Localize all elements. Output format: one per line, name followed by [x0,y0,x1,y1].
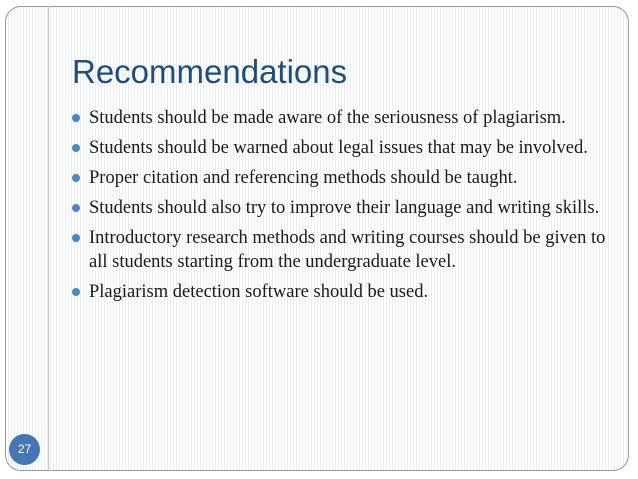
bullet-dot-icon [72,204,80,212]
bullet-dot-icon [72,114,80,122]
bullet-item [72,106,612,130]
bullet-dot-icon [72,174,80,182]
bullet-text: Proper citation and referencing methods should be taught. [89,168,518,188]
page-number-badge: 27 [9,434,40,465]
bullet-dot-icon [72,234,80,242]
bullet-item [72,136,612,160]
bullet-list [72,106,612,310]
bullet-text: Students should be made aware of the seriousness of plagiarism. [89,108,566,128]
bullet-item [72,280,612,304]
bullet-dot-icon [72,144,80,152]
bullet-item [72,196,612,220]
bullet-dot-icon [72,288,80,296]
left-margin-rule [48,6,49,471]
bullet-text: Students should also try to improve their language and writing skills. [89,198,600,218]
bullet-item [72,166,612,190]
bullet-text: Plagiarism detection software should be used. [89,282,429,302]
bullet-item [72,226,612,274]
bullet-text: Introductory research methods and writing courses should be given to all students starting from the undergraduate level. [89,228,606,272]
bullet-text: Students should be warned about legal issues that may be involved. [89,138,588,158]
slide-title: Recommendations [72,53,348,90]
